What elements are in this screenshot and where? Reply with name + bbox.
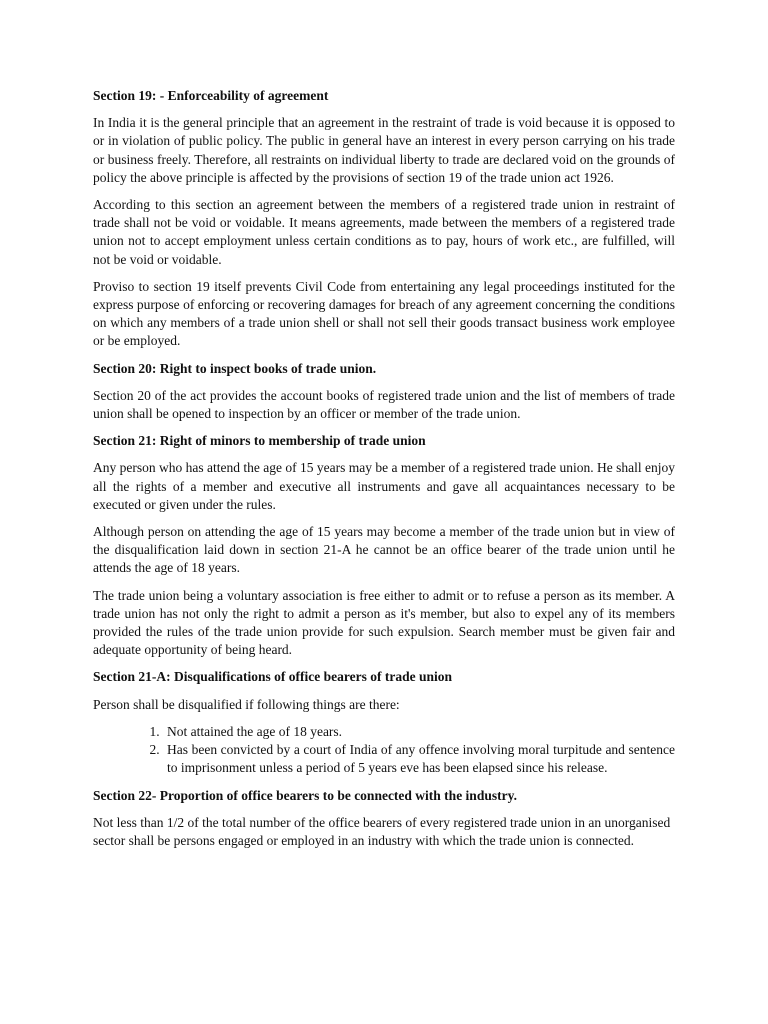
paragraph: Section 20 of the act provides the account books of registered trade union and the list of members of trade union shall be opened to inspection by an officer or member of the trade union. [93, 387, 675, 422]
paragraph: The trade union being a voluntary association is free either to admit or to refuse a person as its member. A trade union has not only the right to admit a person as it's member, but also to expel any of its members provided the rules of the trade union provide for such expulsion. Search member must be given fair and adequate opportunity of being heard. [93, 587, 675, 658]
section-heading: Section 20: Right to inspect books of trade union. [93, 360, 377, 376]
paragraph: Although person on attending the age of 15 years may become a member of the trade union but in view of the disqualification laid down in section 21-A he cannot be an office bearer of the trade union until he attends the age of 18 years. [93, 524, 675, 576]
list-intro: Person shall be disqualified if following things are there: [93, 696, 400, 712]
section-heading: Section 21-A: Disqualifications of office bearers of trade union [93, 669, 452, 685]
paragraph: Not less than 1/2 of the total number of the office bearers of every registered trade union in an unorganised sector shall be persons engaged or employed in an industry with which the trade union is connected. [93, 814, 671, 848]
list-item: 2. Has been convicted by a court of India of any offence involving moral turpitude and sentence to imprisonment unless a period of 5 years eve has been elapsed since his release. [163, 741, 675, 777]
paragraph: In India it is the general principle that an agreement in the restraint of trade is void because it is opposed to or in violation of public policy. The public in general have an interest in every person carrying on his trade or business freely. Therefore, all restraints on individual liberty to trade are declared void on the grounds of policy the above principle is affected by the provisions of section 19 of the trade union act 1926. [93, 115, 675, 185]
section-heading: Section 19: - Enforceability of agreement [93, 88, 329, 103]
section-21a [93, 668, 675, 777]
section-heading: Section 22- Proportion of office bearers to be connected with the industry. [93, 787, 517, 803]
section-heading: Section 21: Right of minors to membership of trade union [93, 433, 426, 449]
paragraph: Any person who has attend the age of 15 years may be a member of a registered trade union. He shall enjoy all the rights of a member and executive all instruments and gave all acquaintances necessary to be executed or given under the rules. [93, 460, 675, 512]
section-22 [93, 787, 675, 851]
section-20 [93, 360, 675, 424]
document-page [93, 87, 675, 859]
disqualification-list [93, 723, 675, 778]
paragraph: Proviso to section 19 itself prevents Civil Code from entertaining any legal proceedings instituted for the express purpose of enforcing or recovering damages for breach of any agreement concerning the conditions on which any members of a trade union shell or shall not sell their goods transact business work employee or be employed. [93, 278, 675, 349]
section-21 [93, 432, 675, 659]
paragraph: According to this section an agreement between the members of a registered trade union in restraint of trade shall not be void or voidable. It means agreements, made between the members of a registered trade union not to accept employment unless certain conditions as to pay, hours of work etc., are fulfilled, will not be void or voidable. [93, 197, 675, 267]
list-item: 1. Not attained the age of 18 years. [163, 723, 675, 741]
section-19 [93, 87, 675, 351]
